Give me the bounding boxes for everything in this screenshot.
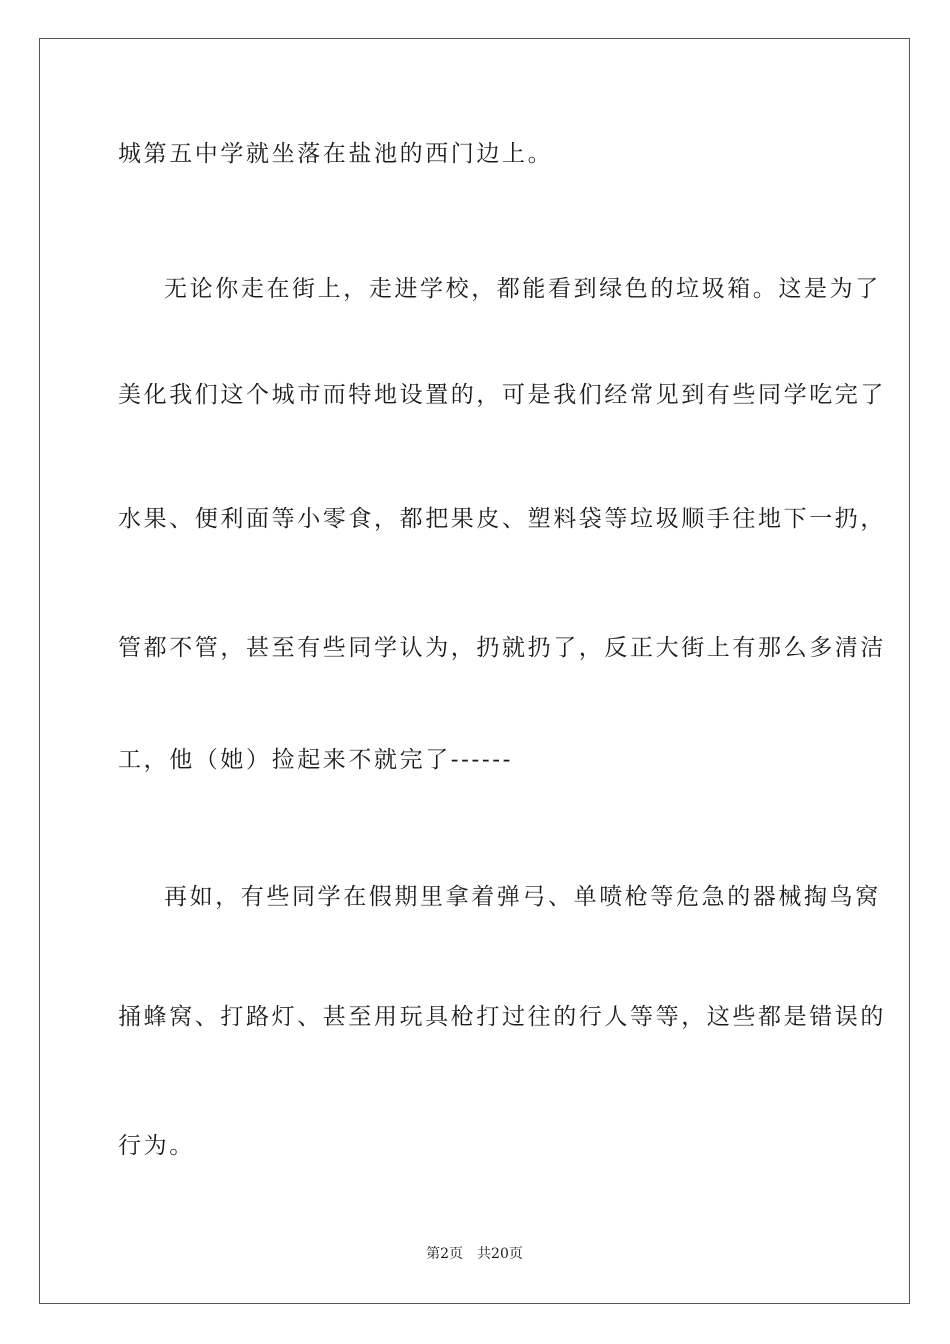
text-line-8: 捅蜂窝、打路灯、甚至用玩具枪打过往的行人等等，这些都是错误的	[118, 1004, 886, 1030]
text-line-3: 美化我们这个城市而特地设置的，可是我们经常见到有些同学吃完了	[118, 382, 886, 408]
text-line-2: 无论你走在街上，走进学校，都能看到绿色的垃圾箱。这是为了	[164, 276, 881, 302]
page-frame	[39, 38, 910, 1304]
page-number: 第2页	[426, 1246, 464, 1262]
text-line-9: 行为。	[118, 1133, 195, 1159]
text-line-1: 城第五中学就坐落在盐池的西门边上。	[118, 141, 554, 167]
page-footer	[40, 1245, 909, 1263]
page-total: 共20页	[477, 1246, 523, 1262]
text-line-4: 水果、便利面等小零食，都把果皮、塑料袋等垃圾顺手往地下一扔，	[118, 506, 886, 532]
text-line-5: 管都不管，甚至有些同学认为，扔就扔了，反正大街上有那么多清洁	[118, 635, 886, 661]
text-line-6: 工，他（她）捡起来不就完了------	[118, 747, 514, 773]
text-line-7: 再如，有些同学在假期里拿着弹弓、单喷枪等危急的器械掏鸟窝	[164, 884, 881, 910]
